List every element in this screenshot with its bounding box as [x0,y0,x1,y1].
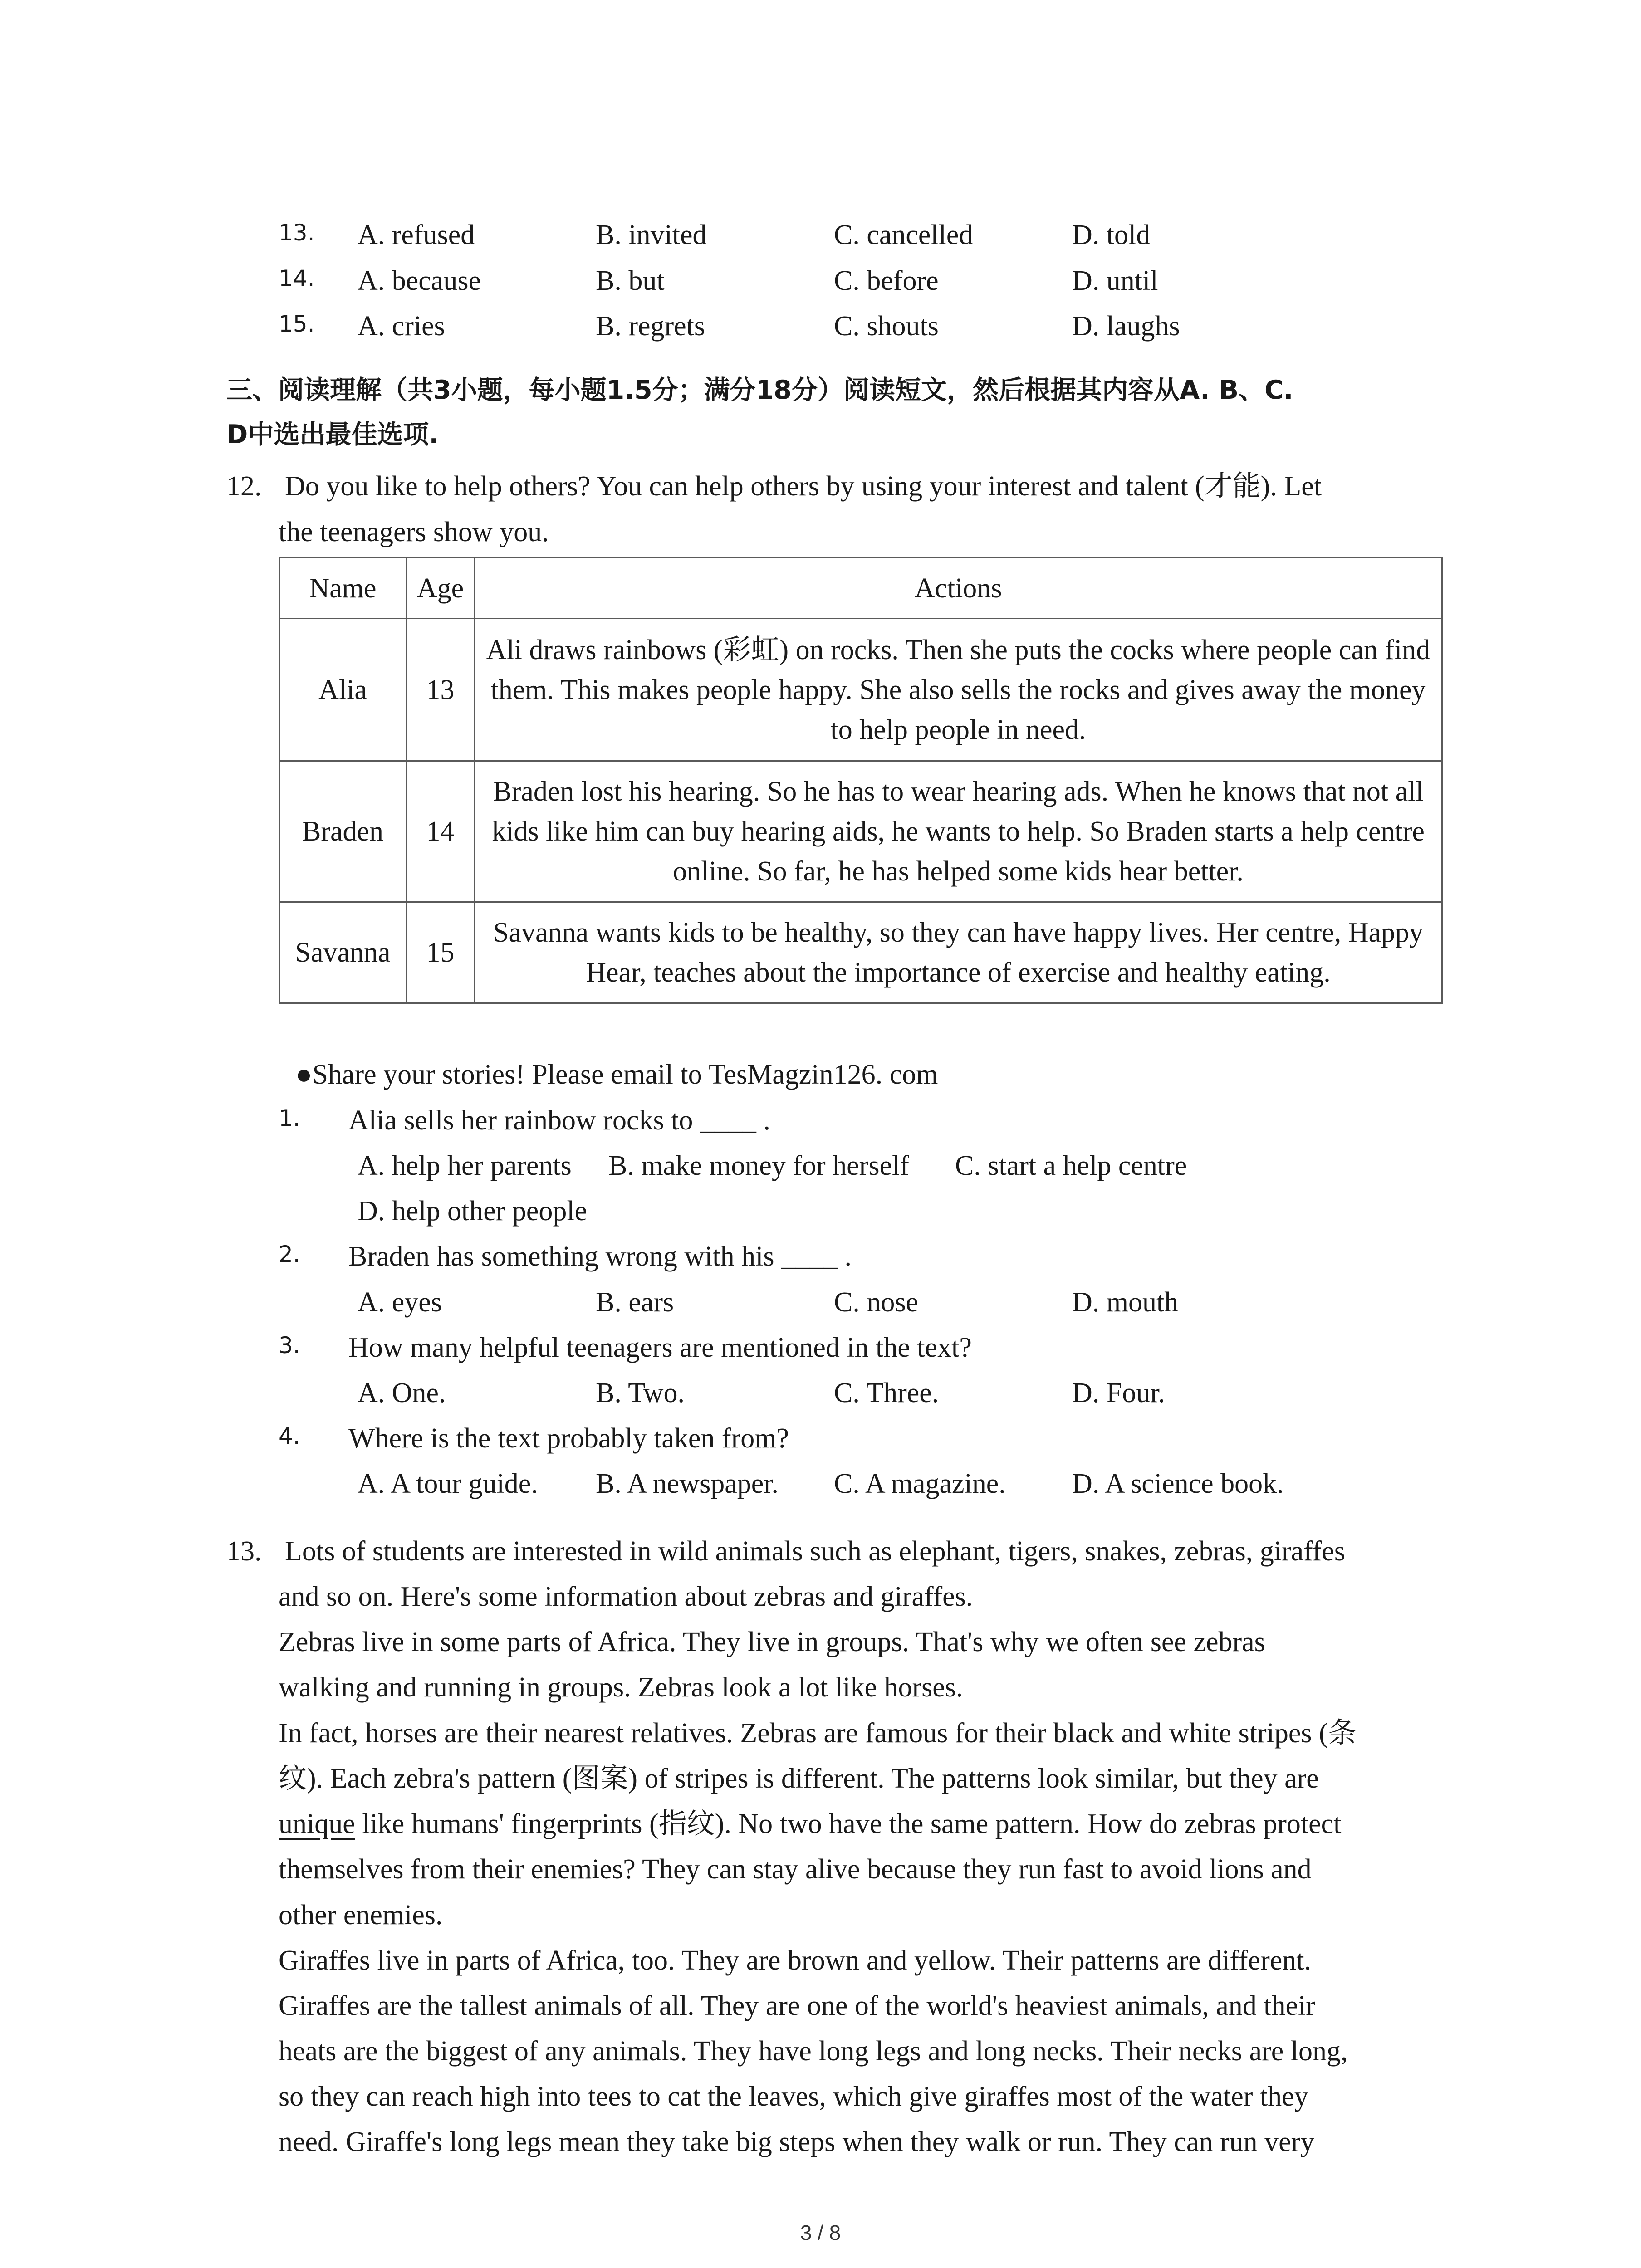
option-b: B. but [596,265,665,296]
teenagers-table [279,557,1443,1004]
option-b: B. invited [596,220,707,250]
option-c: C. start a help centre [955,1150,1187,1181]
table-cell-age: 14 [407,761,475,902]
option-c: C. nose [834,1287,918,1318]
passage-number: 12. [226,471,262,502]
option-a: A. refused [358,220,475,250]
passage-line: Zebras live in some parts of Africa. They live in groups. That's why we often see zebras [279,1627,1265,1657]
question-stem: Alia sells her rainbow rocks to ____ . [348,1105,770,1136]
question-number: 2. [279,1241,300,1267]
table-header: Actions [475,558,1442,619]
section-heading: 三、阅读理解（共3小题，每小题1.5分；满分18分）阅读短文，然后根据其内容从A. B、C. [226,375,1293,405]
passage-number: 13. [226,1536,262,1567]
question-number: 4. [279,1423,300,1449]
option-a: A. One. [358,1378,446,1408]
option-a: A. A tour guide. [358,1468,538,1499]
passage-intro: Do you like to help others? You can help others by using your interest and talent (才能). Let [285,471,1322,502]
question-number: 13. [279,220,315,246]
option-b: B. A newspaper. [596,1468,779,1499]
table-cell-name: Alia [279,619,407,761]
table-cell-name: Savanna [279,902,407,1003]
option-c: C. A magazine. [834,1468,1006,1499]
passage-line: themselves from their enemies? They can stay alive because they run fast to avoid lions and [279,1854,1312,1885]
option-b: B. ears [596,1287,674,1318]
passage-line: heats are the biggest of any animals. They have long legs and long necks. Their necks are long, [279,2036,1348,2067]
option-a: A. help her parents [358,1150,572,1181]
passage-line-rest: like humans' fingerprints (指纹). No two have the same pattern. How do zebras protect [355,1809,1342,1839]
passage-line: need. Giraffe's long legs mean they take big steps when they walk or run. They can run very [279,2126,1315,2157]
question-number: 1. [279,1105,300,1131]
table-row [279,761,1442,902]
option-b: B. make money for herself [608,1150,909,1181]
option-d: D. mouth [1072,1287,1179,1318]
passage-line: so they can reach high into tees to cat the leaves, which give giraffes most of the water they [279,2081,1308,2112]
question-stem: How many helpful teenagers are mentioned in the text? [348,1332,972,1363]
underlined-word: unique [279,1809,355,1839]
table-cell-age: 15 [407,902,475,1003]
passage-intro-cont: the teenagers show you. [279,517,549,547]
passage-line [279,1810,1341,1838]
passage-line: Lots of students are interested in wild animals such as elephant, tigers, snakes, zebras, giraffes [285,1536,1345,1567]
question-number: 15. [279,311,315,337]
question-number: 14. [279,265,315,292]
question-stem: Where is the text probably taken from? [348,1423,789,1454]
table-header: Age [407,558,475,619]
table-cell-action: Savanna wants kids to be healthy, so they can have happy lives. Her centre, Happy Hear, teaches about the importance of exercise and healthy eating. [475,902,1442,1003]
passage-line: Giraffes are the tallest animals of all. They are one of the world's heaviest animals, and their [279,1990,1315,2021]
option-c: C. Three. [834,1378,939,1408]
option-c: C. cancelled [834,220,973,250]
passage-line: 纹). Each zebra's pattern (图案) of stripes is different. The patterns look similar, but they are [279,1763,1319,1794]
table-header: Name [279,558,407,619]
table-row [279,902,1442,1003]
section-heading-cont: D中选出最佳选项. [226,420,439,450]
option-d: D. Four. [1072,1378,1165,1408]
option-a: A. eyes [358,1287,442,1318]
table-header-row [279,558,1442,619]
table-cell-name: Braden [279,761,407,902]
option-a: A. because [358,265,481,296]
question-number: 3. [279,1332,300,1359]
option-d: D. told [1072,220,1151,250]
table-cell-age: 13 [407,619,475,761]
question-stem: Braden has something wrong with his ____ . [348,1241,852,1272]
option-a: A. cries [358,311,445,342]
table-cell-action: Braden lost his hearing. So he has to wear hearing ads. When he knows that not all kids like him can buy hearing aids, he wants to help. So Braden starts a help centre online. So far, he has helped some kids hear better. [475,761,1442,902]
option-b: B. regrets [596,311,705,342]
passage-line: and so on. Here's some information about zebras and giraffes. [279,1581,973,1612]
option-d: D. A science book. [1072,1468,1284,1499]
passage-line: walking and running in groups. Zebras look a lot like horses. [279,1672,963,1703]
passage-line: other enemies. [279,1900,443,1931]
option-d: D. laughs [1072,311,1180,342]
option-d: D. help other people [358,1196,588,1227]
page-number: 3 / 8 [800,2221,841,2244]
option-c: C. shouts [834,311,939,342]
option-d: D. until [1072,265,1158,296]
option-b: B. Two. [596,1378,685,1408]
passage-line: In fact, horses are their nearest relatives. Zebras are famous for their black and white stripes (条 [279,1718,1357,1749]
share-line: ●Share your stories! Please email to TesMagzin126. com [295,1059,938,1090]
passage-line: Giraffes live in parts of Africa, too. They are brown and yellow. Their patterns are different. [279,1945,1311,1976]
table-row [279,619,1442,761]
option-c: C. before [834,265,939,296]
table-cell-action: Ali draws rainbows (彩虹) on rocks. Then she puts the cocks where people can find them. This makes people happy. She also sells the rocks and gives away the money to help people in need. [475,619,1442,761]
